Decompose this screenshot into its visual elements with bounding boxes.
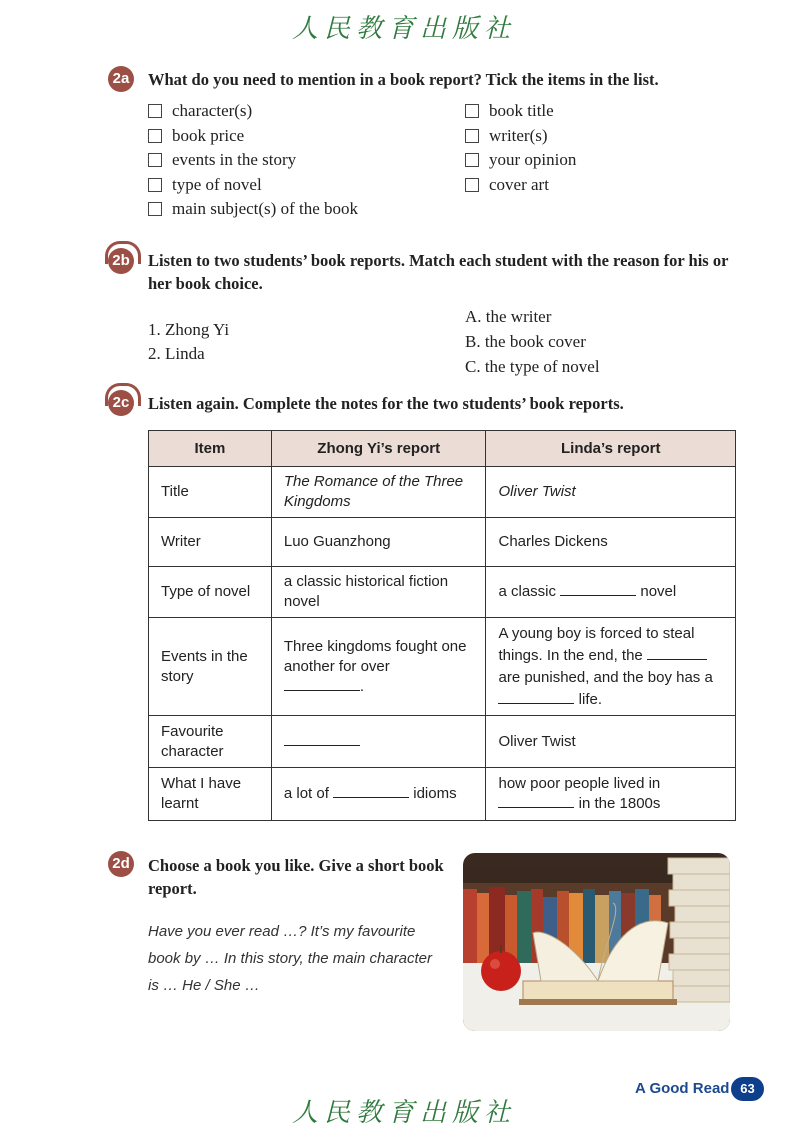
header-item: Item (149, 431, 272, 467)
blank-input[interactable] (284, 677, 360, 691)
student-item: 1. Zhong Yi (148, 320, 230, 339)
checkbox-icon[interactable] (148, 178, 162, 192)
checkbox-label: book price (172, 126, 245, 145)
checkbox-label: book title (489, 101, 554, 120)
cell-linda: Charles Dickens (486, 518, 736, 567)
table-row (149, 716, 736, 768)
badge-2a: 2a (108, 66, 134, 92)
checkbox-label: writer(s) (489, 126, 548, 145)
checkbox-item[interactable] (148, 175, 262, 195)
blank-input[interactable] (333, 784, 409, 798)
checkbox-label: character(s) (172, 101, 253, 120)
checkbox-item[interactable] (148, 199, 358, 219)
checkbox-label: type of novel (172, 175, 262, 194)
checkbox-icon[interactable] (465, 129, 479, 143)
cell-item: Title (149, 467, 272, 518)
table-row (149, 567, 736, 618)
table-row (149, 518, 736, 567)
cell-linda (486, 618, 736, 716)
checkbox-icon[interactable] (148, 202, 162, 216)
checkbox-item[interactable] (148, 126, 244, 146)
text: in the 1800s (578, 795, 661, 812)
blank-input[interactable] (560, 582, 636, 596)
page-number: 63 (731, 1077, 764, 1101)
question-2c: Listen again. Complete the notes for the two students’ book reports. (148, 394, 624, 413)
checkbox-item[interactable] (465, 175, 549, 195)
table-row (149, 768, 736, 821)
checkbox-item[interactable] (465, 150, 576, 170)
question-2b: Listen to two students’ book reports. Match each student with the reason for his or her book choice. (148, 251, 729, 293)
text: life. (578, 690, 602, 708)
model-text: Have you ever read …? It’s my favourite book by … In this story, the main character is … He / She … (148, 923, 433, 994)
cell-zhongyi: Luo Guanzhong (271, 518, 486, 567)
cell-zhongyi: The Romance of the Three Kingdoms (271, 467, 486, 518)
text: a classic (498, 583, 557, 600)
cell-item: Type of novel (149, 567, 272, 618)
cell-linda (486, 567, 736, 618)
checkbox-item[interactable] (465, 126, 548, 146)
checkbox-item[interactable] (148, 101, 252, 121)
blank-input[interactable] (498, 794, 574, 808)
checkbox-icon[interactable] (465, 153, 479, 167)
header-zhongyi: Zhong Yi’s report (271, 431, 486, 467)
question-2d: Choose a book you like. Give a short book report. (148, 856, 444, 898)
badge-2b-headphones-icon: 2b (108, 248, 134, 274)
table-row (149, 467, 736, 518)
text: novel (640, 583, 677, 600)
text: a lot of (283, 785, 329, 802)
text: how poor people lived in (498, 775, 661, 792)
unit-title: A Good Read (635, 1080, 730, 1097)
blank-input[interactable] (284, 732, 360, 746)
blank-input[interactable] (498, 690, 574, 704)
checkbox-label: main subject(s) of the book (172, 199, 359, 218)
cell-zhongyi (271, 618, 486, 716)
cell-zhongyi (271, 768, 486, 821)
text: . (359, 677, 365, 695)
publisher-logo: 人民教育出版社 (292, 14, 517, 44)
checkbox-label: cover art (489, 175, 549, 194)
text: Three kingdoms fought one another for over (283, 637, 467, 675)
publisher-logo-bottom: 人民教育出版社 (292, 1098, 517, 1128)
checkbox-icon[interactable] (465, 104, 479, 118)
cell-item: Events in the story (149, 618, 272, 716)
cell-item: Writer (149, 518, 272, 567)
badge-2d: 2d (108, 851, 134, 877)
table-row (149, 618, 736, 716)
cell-item: What I have learnt (149, 768, 272, 821)
checkbox-label: events in the story (172, 150, 297, 169)
checkbox-icon[interactable] (148, 129, 162, 143)
reason-item: C. the type of novel (465, 357, 600, 376)
header-linda: Linda’s report (486, 431, 736, 467)
cell-linda: Oliver Twist (486, 467, 736, 518)
question-2a: What do you need to mention in a book report? Tick the items in the list. (148, 70, 659, 89)
checkbox-label: your opinion (489, 150, 577, 169)
text: are punished, and the boy has a (498, 668, 713, 686)
books-apple-photo (463, 853, 730, 1031)
student-item: 2. Linda (148, 344, 205, 363)
badge-2c-headphones-icon: 2c (108, 390, 134, 416)
cell-item: Favourite character (149, 716, 272, 768)
checkbox-icon[interactable] (148, 104, 162, 118)
text: A young boy is forced to steal things. In the end, the (498, 624, 695, 664)
reason-item: B. the book cover (465, 332, 586, 351)
checkbox-item[interactable] (148, 150, 296, 170)
cell-zhongyi: a classic historical fiction novel (271, 567, 486, 618)
text: idioms (413, 785, 457, 802)
notes-table (148, 430, 736, 821)
checkbox-item[interactable] (465, 101, 554, 121)
checkbox-icon[interactable] (465, 178, 479, 192)
blank-input[interactable] (647, 646, 707, 660)
cell-zhongyi (271, 716, 486, 768)
cell-linda (486, 768, 736, 821)
cell-linda: Oliver Twist (486, 716, 736, 768)
reason-item: A. the writer (465, 307, 552, 326)
checkbox-icon[interactable] (148, 153, 162, 167)
